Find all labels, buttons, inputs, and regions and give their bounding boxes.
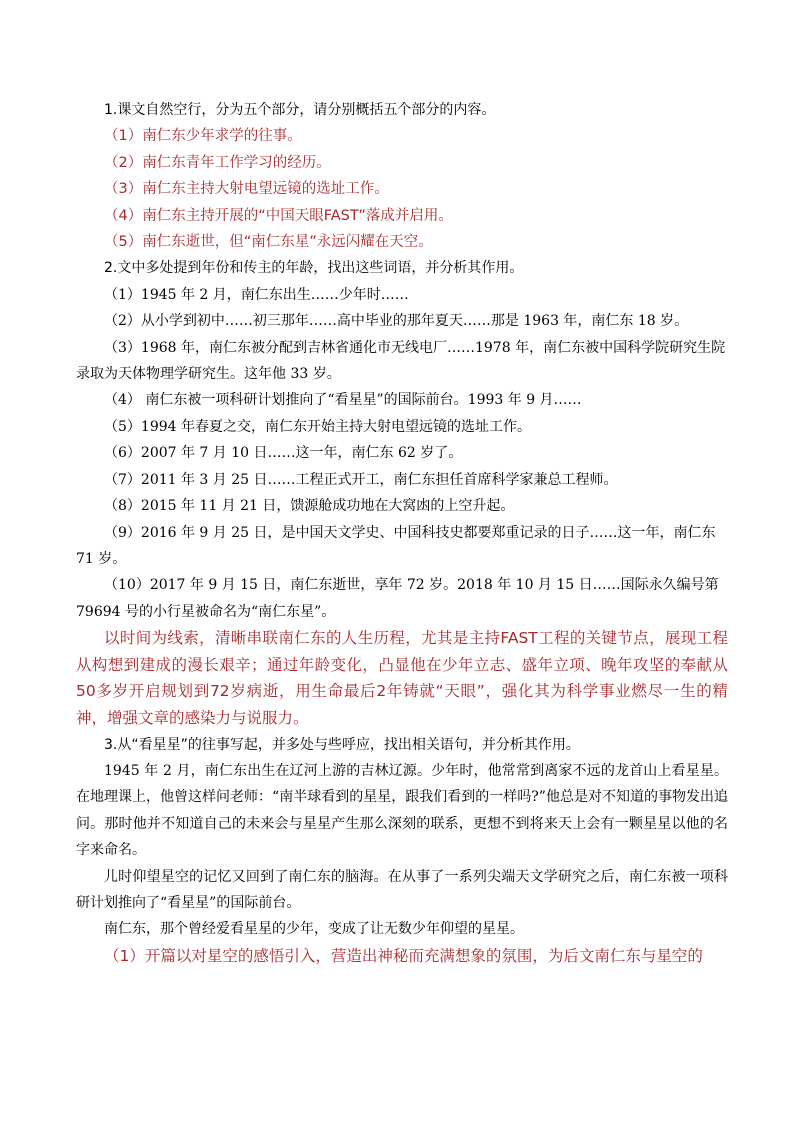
question-1-title: 1.课文自然空行，分为五个部分，请分别概括五个部分的内容。 [104, 102, 496, 118]
question-1-answer-5: （5）南仁东逝世，但“南仁东星”永远闪耀在天空。 [104, 234, 433, 251]
question-2-answer: 以时间为线索，清晰串联南仁东的人生历程，尤其是主持FAST工程的关键节点，展现工程从构想到建成的漫长艰辛；通过年龄变化，凸显他在少年立志、盛年立项、晚年攻坚的奉献从50多岁开启规划到72岁病逝，用生命最后2年铸就“天眼”，强化其为科学事业燃尽一生的精神，增强文章的感染力与说服力。 [76, 629, 728, 727]
question-3-quote-3: 南仁东，那个曾经爱看星星的少年，变成了让无数少年仰望的星星。 [104, 921, 524, 938]
question-3-answer: （1）开篇以对星空的感悟引入，营造出神秘而充满想象的氛围，为后文南仁东与星空的 [104, 946, 703, 965]
question-2-item-1: （1）1945 年 2 月，南仁东出生……少年时…… [104, 286, 409, 303]
question-2-item-4: （4） 南仁东被一项科研计划推向了“看星星”的国际前台。1993 年 9 月…… [104, 392, 582, 409]
question-2-title: 2.文中多处提到年份和传主的年龄，找出这些词语，并分析其作用。 [104, 260, 524, 277]
question-2-item-2: （2）从小学到初中……初三那年……高中毕业的那年夏天……那是 1963 年，南仁东 18 岁。 [104, 313, 689, 330]
question-2-item-10: （10）2017 年 9 月 15 日，南仁东逝世，享年 72 岁。2018 年 10 月 15 日……国际永久编号第 79694 号的小行星被命名为“南仁东星”。 [76, 577, 719, 620]
question-2-item-5: （5）1994 年春夏之交，南仁东开始主持大射电望远镜的选址工作。 [104, 418, 531, 435]
question-3-quote-2: 儿时仰望星空的记忆又回到了南仁东的脑海。在从事了一系列尖端天文学研究之后，南仁东被一项科研计划推向了“看星星”的国际前台。 [76, 868, 728, 911]
question-2-item-6: （6）2007 年 7 月 10 日……这一年，南仁东 62 岁了。 [104, 445, 463, 462]
question-2-item-3: （3）1968 年，南仁东被分配到吉林省通化市无线电厂……1978 年，南仁东被中国科学院研究生院录取为天体物理学研究生。这年他 33 岁。 [76, 339, 726, 383]
document-page [76, 97, 728, 969]
question-3-quote-1: 1945 年 2 月，南仁东出生在辽河上游的吉林辽源。少年时，他常常到离家不远的龙首山上看星星。在地理课上，他曾这样问老师：“南半球看到的星星，跟我们看到的一样吗?”他总是对不知道的事物发出追问。那时他并不知道自己的未来会与星星产生那么深刻的联系，更想不到将来天上会有一颗星星以他的名字来命名。 [76, 762, 728, 859]
question-2-item-7: （7）2011 年 3 月 25 日……工程正式开工，南仁东担任首席科学家兼总工程师。 [104, 471, 618, 488]
question-2-item-8: （8）2015 年 11 月 21 日，馈源舱成功地在大窝凼的上空升起。 [104, 498, 515, 515]
question-1-answer-3: （3）南仁东主持大射电望远镜的选址工作。 [104, 181, 389, 198]
question-3-title: 3.从“看星星”的往事写起，并多处与些呼应，找出相关语句，并分析其作用。 [104, 736, 580, 753]
question-2-item-9: （9）2016 年 9 月 25 日，是中国天文学史、中国科技史都要郑重记录的日子……这一年，南仁东 71 岁。 [76, 524, 716, 567]
question-1-answer-1: （1）南仁东少年求学的往事。 [104, 128, 302, 145]
question-1-answer-2: （2）南仁东青年工作学习的经历。 [104, 154, 331, 171]
question-1-answer-4: （4）南仁东主持开展的“中国天眼FAST”落成并启用。 [104, 207, 453, 224]
